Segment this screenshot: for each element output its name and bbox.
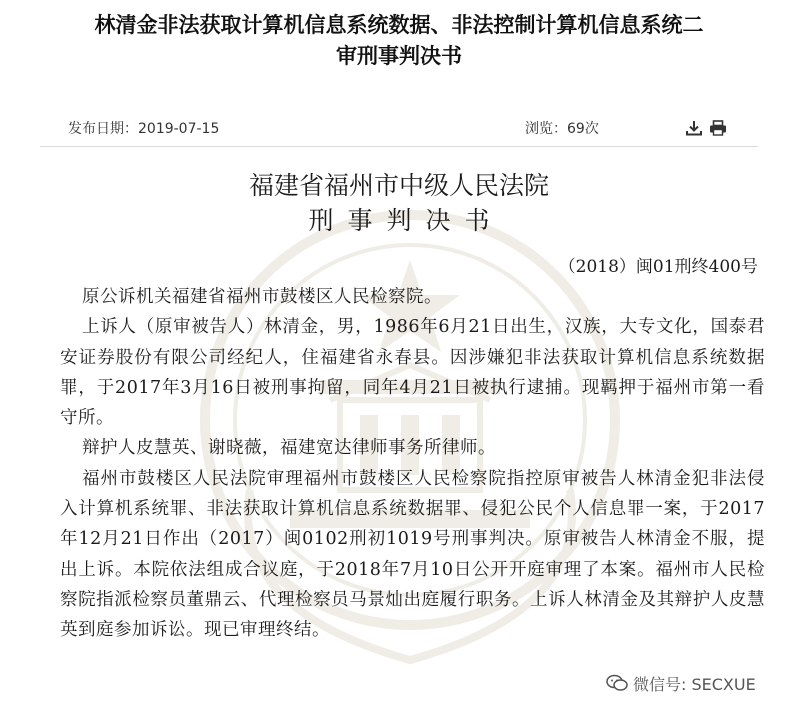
page-title-line-1: 林清金非法获取计算机信息系统数据、非法控制计算机信息系统二 xyxy=(94,13,704,37)
wechat-watermark xyxy=(602,670,760,696)
paragraph-appellant: 上诉人（原审被告人）林清金，男，1986年6月21日出生，汉族，大专文化，国泰君安证券股份有限公司经纪人，住福建省永春县。因涉嫌犯非法获取计算机信息系统数据罪，于2017年3月16日被刑事拘留，同年4月21日被执行逮捕。现羁押于福州市第一看守所。 xyxy=(60,317,765,429)
paragraph-case-history: 福州市鼓楼区人民法院审理福州市鼓楼区人民检察院指控原审被告人林清金犯非法侵入计算机系统罪、非法获取计算机信息系统数据罪、侵犯公民个人信息罪一案，于2017年12月21日作出（2017）闽0102刑初1019号刑事判决。原审被告人林清金不服，提出上诉。本院依法组成合议庭，于2018年7月10日公开开庭审理了本案。福州市人民检察院指派检察员董鼎云、代理检察员马景灿出庭履行职务。上诉人林清金及其辩护人皮慧英到庭参加诉讼。现已审理终结。 xyxy=(60,468,765,641)
document-type: 刑事判决书 xyxy=(308,206,504,235)
view-count: 浏览：69次 xyxy=(525,121,599,137)
publish-date: 发布日期：2019-07-15 xyxy=(68,121,220,137)
judgment-body xyxy=(60,282,765,646)
page-title-line-2: 审刑事判决书 xyxy=(336,44,462,68)
paragraph-defense-counsel: 辩护人皮慧英、谢晓薇，福建宽达律师事务所律师。 xyxy=(82,438,496,459)
watermark-text: 微信号: SECXUE xyxy=(633,674,756,694)
paragraph-prosecutor: 原公诉机关福建省福州市鼓楼区人民检察院。 xyxy=(82,287,442,307)
wechat-icon xyxy=(606,674,628,692)
case-number: （2018）闽01刑终400号 xyxy=(558,257,758,277)
court-name: 福建省福州市中级人民法院 xyxy=(248,171,549,200)
